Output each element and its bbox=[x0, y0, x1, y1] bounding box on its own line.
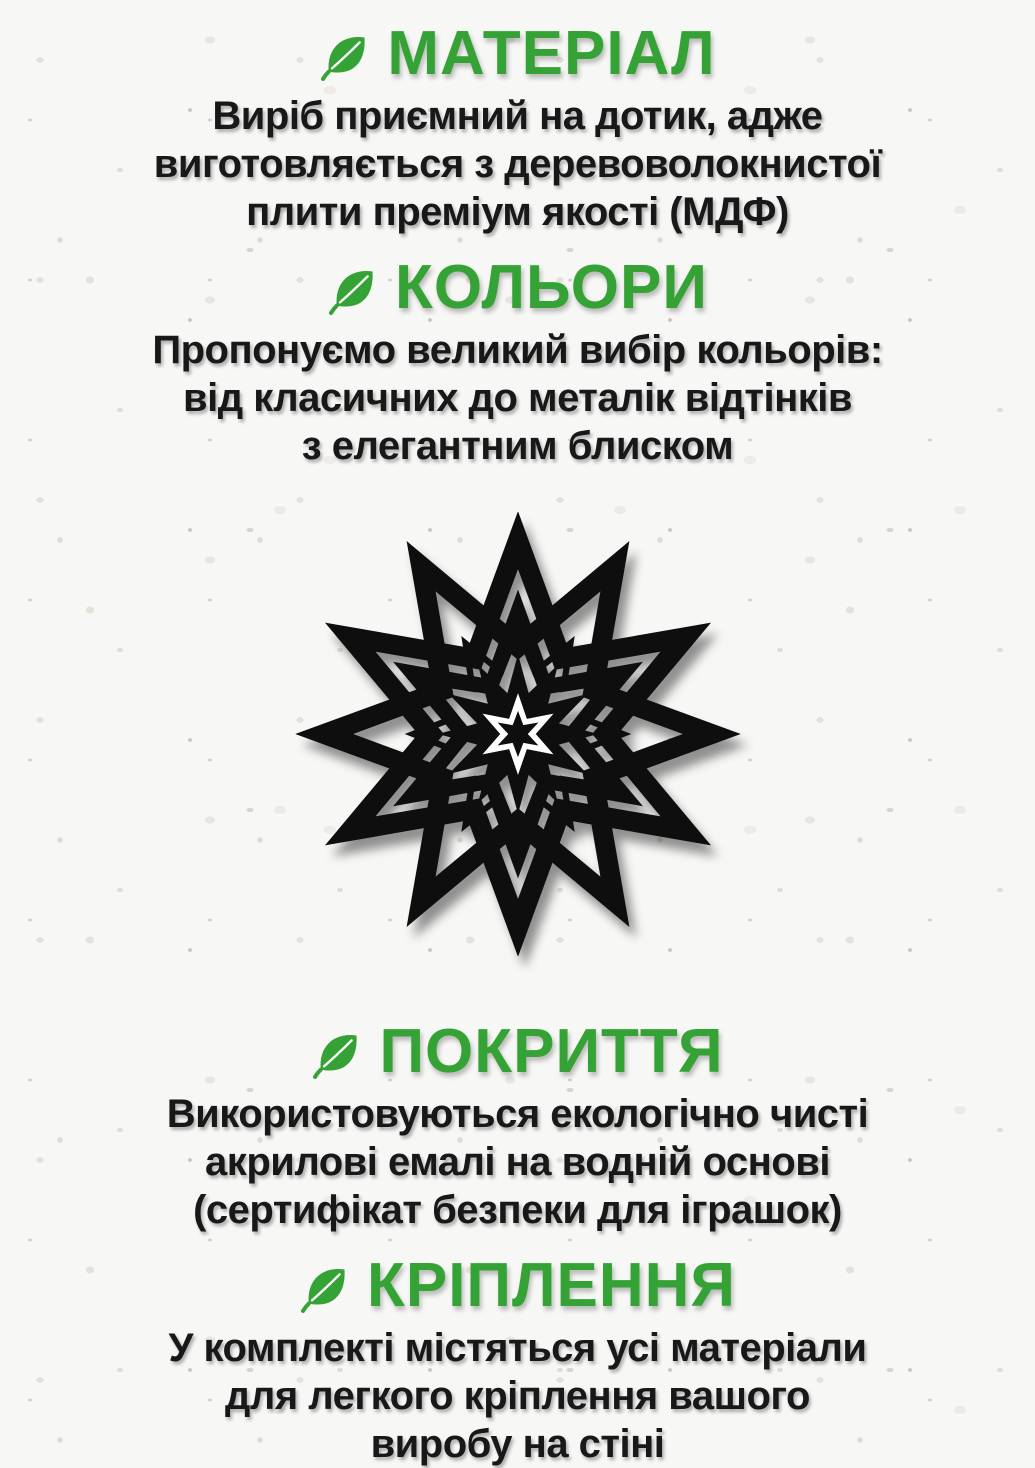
section-coating-heading-row bbox=[311, 1017, 724, 1086]
body-line: Використовуються екологічно чисті bbox=[166, 1092, 869, 1136]
body-line: з елегантним блиском bbox=[301, 424, 734, 468]
section-material-body bbox=[154, 92, 881, 236]
section-coating-body bbox=[167, 1090, 869, 1234]
body-line: виготовляється з деревоволокнистої bbox=[153, 142, 882, 186]
section-colors-heading-row bbox=[327, 253, 708, 322]
body-line: від класичних до металік відтінків bbox=[183, 376, 852, 420]
leaf-icon bbox=[319, 31, 371, 83]
section-colors bbox=[152, 236, 882, 470]
section-mounting-body bbox=[168, 1324, 866, 1468]
body-line: У комплекті містяться усі матеріали bbox=[168, 1326, 867, 1370]
section-colors-body bbox=[152, 326, 882, 470]
body-line: плити преміум якості (МДФ) bbox=[246, 190, 789, 234]
body-line: виробу на стіні bbox=[370, 1422, 665, 1466]
leaf-icon bbox=[327, 265, 379, 317]
section-material bbox=[153, 19, 882, 236]
section-material-heading-row bbox=[319, 19, 716, 88]
section-coating bbox=[167, 1000, 869, 1234]
body-line: (сертифікат безпеки для іграшок) bbox=[193, 1188, 842, 1232]
section-coating-heading: ПОКРИТТЯ bbox=[379, 1017, 724, 1086]
body-line: Виріб приємний на дотик, адже bbox=[212, 94, 823, 138]
mandala-artwork bbox=[292, 512, 744, 956]
body-line: акрилові емалі на водній основі bbox=[205, 1140, 830, 1184]
leaf-icon bbox=[299, 1263, 351, 1315]
section-colors-heading: КОЛЬОРИ bbox=[395, 253, 708, 322]
leaf-icon bbox=[311, 1029, 363, 1081]
body-line: для легкого кріплення вашого bbox=[225, 1374, 810, 1418]
star-mandala-graphic bbox=[292, 512, 744, 956]
section-mounting bbox=[168, 1234, 866, 1468]
body-line: Пропонуємо великий вибір кольорів: bbox=[152, 328, 883, 372]
section-mounting-heading: КРІПЛЕННЯ bbox=[367, 1251, 736, 1320]
section-mounting-heading-row bbox=[299, 1251, 736, 1320]
section-material-heading: МАТЕРІАЛ bbox=[387, 19, 716, 88]
